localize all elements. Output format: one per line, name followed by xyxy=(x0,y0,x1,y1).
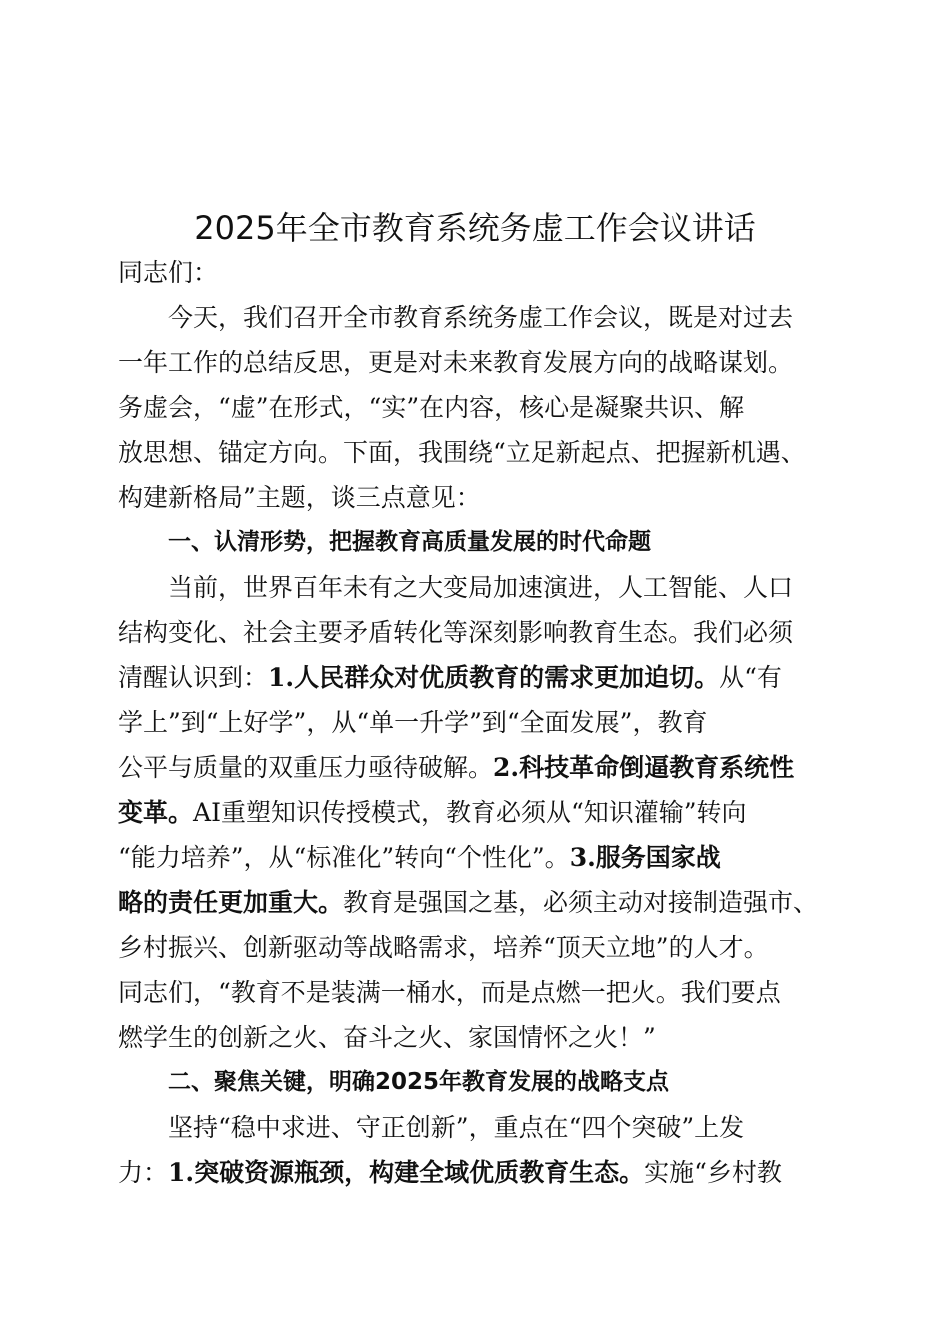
section-1-line-5-text: 公平与质量的双重压力亟待破解。 xyxy=(118,753,494,782)
intro-line-2: 一年工作的总结反思，更是对未来教育发展方向的战略谋划。 xyxy=(118,348,794,377)
section-1-line-7-text: “能力培养”，从“标准化”转向“个性化”。 xyxy=(118,843,570,872)
document-title: 2025年全市教育系统务虚工作会议讲话 xyxy=(194,209,756,247)
point-3-bold: 3.服务国家战 xyxy=(569,843,721,872)
point-2-bold: 2.科技革命倒逼教育系统性 xyxy=(493,753,795,782)
section-1-line-7 xyxy=(118,835,838,880)
section-2-line-2-tail: 实施“乡村教 xyxy=(644,1158,782,1187)
section-1-line-2: 结构变化、社会主要矛盾转化等深刻影响教育生态。我们必须 xyxy=(118,618,794,647)
intro-line-1: 今天，我们召开全市教育系统务虚工作会议，既是对过去 xyxy=(168,303,794,332)
section-1-line-6 xyxy=(118,790,838,835)
document-body xyxy=(118,250,838,1195)
section-1-line-8 xyxy=(118,880,838,925)
point-1-bold: 1.人民群众对优质教育的需求更加迫切。 xyxy=(268,663,720,692)
intro-line-4: 放思想、锚定方向。下面，我围绕“立足新起点、把握新机遇、 xyxy=(118,438,806,467)
intro-line-5: 构建新格局”主题，谈三点意见： xyxy=(118,483,481,512)
section-1-line-9: 乡村振兴、创新驱动等战略需求，培养“顶天立地”的人才。 xyxy=(118,933,769,962)
intro-line-3: 务虚会，“虚”在形式，“实”在内容，核心是凝聚共识、解 xyxy=(118,393,745,422)
breakthrough-1-bold: 1.突破资源瓶颈，构建全域优质教育生态。 xyxy=(168,1158,645,1187)
point-3-bold-cont: 略的责任更加重大。 xyxy=(118,888,344,917)
section-2-line-2-text: 力： xyxy=(118,1158,169,1187)
section-1-line-3 xyxy=(118,655,838,700)
section-1-line-3-text: 清醒认识到： xyxy=(118,663,269,692)
greeting: 同志们： xyxy=(118,258,219,287)
section-1-line-6-tail: AI重塑知识传授模式，教育必须从“知识灌输”转向 xyxy=(193,798,747,827)
section-2-heading: 二、聚焦关键，明确2025年教育发展的战略支点 xyxy=(168,1069,670,1095)
section-1-line-8-tail: 教育是强国之基，必须主动对接制造强市、 xyxy=(343,888,819,917)
section-1-heading: 一、认清形势，把握教育高质量发展的时代命题 xyxy=(168,529,651,555)
section-1-line-1: 当前，世界百年未有之大变局加速演进，人工智能、人口 xyxy=(168,573,794,602)
section-2-line-1: 坚持“稳中求进、守正创新”，重点在“四个突破”上发 xyxy=(168,1113,745,1142)
section-1-line-5 xyxy=(118,745,838,790)
section-2-line-2 xyxy=(118,1150,838,1195)
section-1-line-11: 燃学生的创新之火、奋斗之火、家国情怀之火！” xyxy=(118,1023,656,1052)
section-1-line-3-tail: 从“有 xyxy=(719,663,782,692)
section-1-line-10: 同志们，“教育不是装满一桶水，而是点燃一把火。我们要点 xyxy=(118,978,781,1007)
section-1-line-4: 学上”到“上好学”，从“单一升学”到“全面发展”，教育 xyxy=(118,708,708,737)
point-2-bold-cont: 变革。 xyxy=(118,798,194,827)
